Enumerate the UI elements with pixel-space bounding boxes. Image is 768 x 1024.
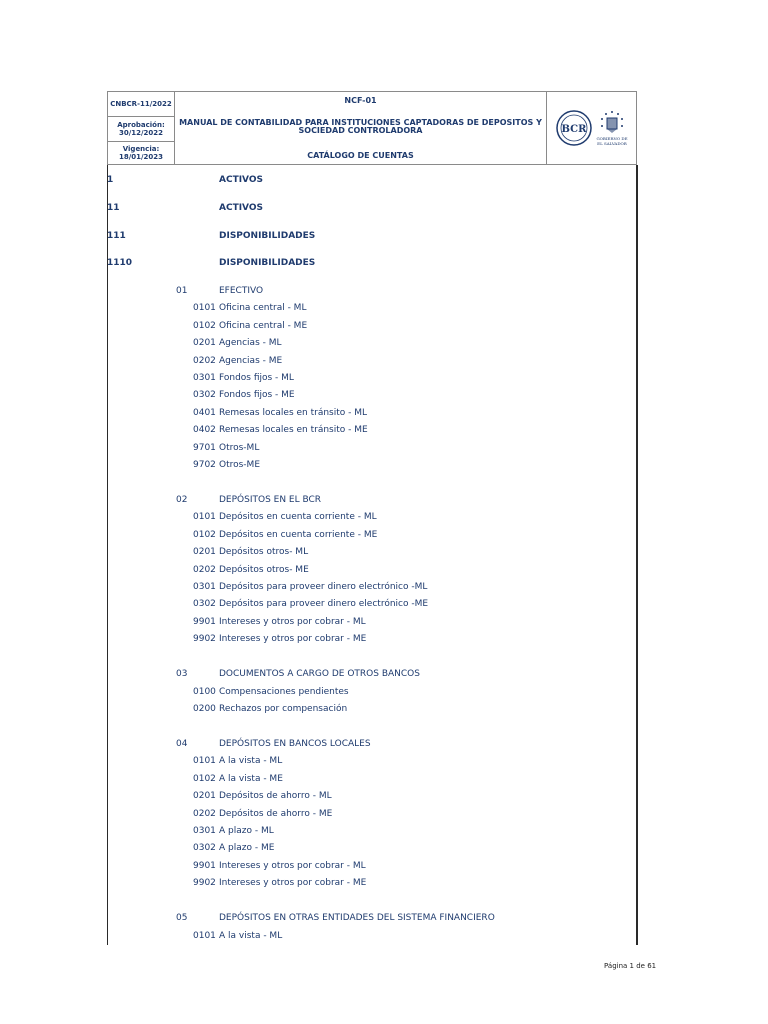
norm-code: NCF-01: [344, 96, 377, 105]
item-name: Depósitos para proveer dinero electrónico -ML: [219, 582, 428, 592]
item-code: 0401: [193, 407, 216, 418]
page-number: Página 1 de 61: [604, 962, 657, 970]
validity-label: Vigencia:: [122, 145, 160, 153]
item-code: 0101: [193, 303, 216, 314]
item-code: 0101: [193, 930, 216, 941]
item-code: 9701: [193, 442, 216, 453]
manual-title-line2: SOCIEDAD CONTROLADORA: [298, 126, 423, 135]
bcr-seal-text: BCR: [561, 124, 587, 135]
item-code: 0101: [193, 512, 216, 523]
item-name: A plazo - ME: [219, 843, 275, 854]
item-name: Intereses y otros por cobrar - ME: [219, 878, 367, 889]
group-name: DOCUMENTOS A CARGO DE OTROS BANCOS: [219, 669, 420, 680]
account-code: 111: [107, 231, 126, 241]
group-name: EFECTIVO: [219, 286, 264, 296]
item-name: Intereses y otros por cobrar - ME: [219, 634, 367, 645]
item-name: Depósitos para proveer dinero electrónico -ME: [219, 599, 429, 610]
item-code: 9901: [193, 860, 216, 871]
group-code: 03: [176, 669, 188, 680]
document-code: CNBCR-11/2022: [110, 100, 172, 108]
item-name: Remesas locales en tránsito - ML: [219, 407, 368, 418]
government-logo-line1: GOBIERNO DE: [596, 136, 628, 141]
right-rule: [636, 165, 638, 945]
item-name: Oficina central - ME: [219, 320, 308, 331]
group-code: 05: [176, 913, 188, 924]
item-code: 9901: [193, 616, 216, 627]
item-name: Rechazos por compensación: [219, 704, 348, 714]
item-name: A la vista - ML: [219, 930, 283, 941]
document-header: [107, 91, 637, 165]
item-name: A plazo - ML: [219, 826, 274, 836]
el-salvador-shield-icon: [599, 110, 625, 136]
item-code: 0402: [193, 425, 216, 436]
item-code: 0201: [193, 547, 216, 558]
left-rule: [107, 165, 108, 945]
item-name: Depósitos de ahorro - ML: [219, 791, 332, 802]
item-name: Depósitos de ahorro - ME: [219, 808, 333, 819]
account-name: ACTIVOS: [219, 175, 263, 185]
account-name: DISPONIBILIDADES: [219, 258, 316, 268]
account-code: 11: [107, 203, 120, 213]
item-name: Compensaciones pendientes: [219, 686, 349, 697]
item-code: 0202: [193, 564, 216, 575]
group-name: DEPÓSITOS EN EL BCR: [219, 495, 322, 505]
item-name: Remesas locales en tránsito - ME: [219, 425, 368, 436]
group-name: DEPÓSITOS EN OTRAS ENTIDADES DEL SISTEMA FINANCIERO: [219, 913, 495, 924]
item-code: 0301: [193, 373, 216, 383]
item-code: 0202: [193, 808, 216, 819]
approval-date: 30/12/2022: [118, 129, 164, 137]
item-code: 0302: [193, 599, 216, 610]
item-name: Depósitos en cuenta corriente - ML: [219, 512, 377, 523]
account-name: DISPONIBILIDADES: [219, 231, 316, 241]
item-name: Fondos fijos - ME: [219, 390, 295, 401]
item-code: 0101: [193, 756, 216, 767]
item-name: Otros-ML: [219, 442, 260, 453]
manual-title-line1: MANUAL DE CONTABILIDAD PARA INSTITUCIONES CAPTADORAS DE DEPOSITOS Y: [179, 118, 542, 127]
item-code: 0302: [193, 843, 216, 854]
government-logo: [596, 110, 627, 146]
item-code: 0102: [193, 773, 216, 784]
item-code: 0201: [193, 791, 216, 802]
item-code: 0302: [193, 390, 216, 401]
item-code: 0200: [193, 704, 216, 714]
group-code: 04: [176, 739, 188, 749]
item-name: Intereses y otros por cobrar - ML: [219, 860, 366, 871]
item-name: Depósitos en cuenta corriente - ME: [219, 529, 378, 540]
item-name: Intereses y otros por cobrar - ML: [219, 616, 366, 627]
item-code: 0202: [193, 355, 216, 366]
item-name: A la vista - ME: [219, 773, 283, 784]
validity-date: 18/01/2023: [118, 153, 164, 161]
bcr-seal-icon: [556, 110, 592, 146]
account-code: 1: [107, 175, 114, 185]
item-name: Depósitos otros- ML: [219, 547, 309, 558]
approval-label: Aprobación:: [117, 121, 165, 129]
item-code: 0102: [193, 529, 216, 540]
item-code: 0102: [193, 320, 216, 331]
item-code: 9902: [193, 634, 216, 645]
account-name: ACTIVOS: [219, 203, 263, 213]
item-name: Agencias - ML: [219, 338, 282, 349]
group-name: DEPÓSITOS EN BANCOS LOCALES: [219, 739, 371, 749]
group-code: 02: [176, 495, 188, 505]
item-code: 0100: [193, 686, 216, 697]
group-code: 01: [176, 286, 188, 296]
item-name: Otros-ME: [219, 460, 261, 470]
item-name: Depósitos otros- ME: [219, 564, 309, 575]
item-code: 9702: [193, 460, 216, 470]
item-name: Fondos fijos - ML: [219, 373, 294, 383]
item-name: Agencias - ME: [219, 355, 283, 366]
item-name: A la vista - ML: [219, 756, 283, 767]
item-code: 0301: [193, 582, 216, 592]
logos: [547, 92, 637, 164]
validity-block: [108, 142, 174, 164]
item-code: 0201: [193, 338, 216, 349]
account-code: 1110: [107, 258, 133, 268]
item-code: 0301: [193, 826, 216, 836]
catalog-subtitle: CATÁLOGO DE CUENTAS: [307, 151, 414, 160]
item-name: Oficina central - ML: [219, 303, 307, 314]
government-logo-line2: EL SALVADOR: [597, 141, 627, 146]
manual-title: [175, 112, 546, 142]
item-code: 9902: [193, 878, 216, 889]
approval-block: [108, 117, 174, 141]
